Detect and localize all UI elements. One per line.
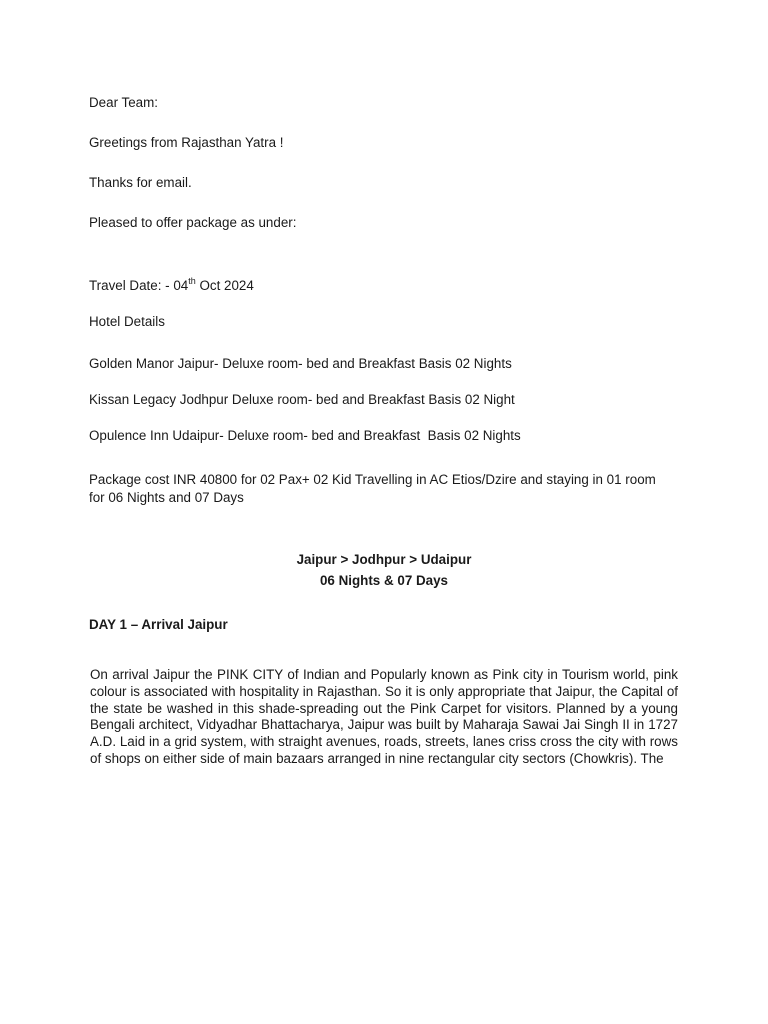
travel-date xyxy=(89,277,254,295)
hotel-details-heading: Hotel Details xyxy=(89,314,165,329)
day1-description: On arrival Jaipur the PINK CITY of Indian and Popularly known as Pink city in Tourism world, pink colour is associated with hospitality in Rajasthan. So it is only appropriate that Jaipur, the Capital of the state be washed in this shade-spreading out the Pink Carpet for visitors. Planned by a young Bengali architect, Vidyadhar Bhattacharya, Jaipur was built by Maharaja Sawai Jai Singh II in 1727 A.D. Laid in a grid system, with straight avenues, roads, streets, lanes criss cross the city with rows of shops on either side of main bazaars arranged in nine rectangular city sectors (Chowkris). The xyxy=(90,667,678,766)
offer-intro: Pleased to offer package as under: xyxy=(89,215,297,230)
thanks-line: Thanks for email. xyxy=(89,175,192,190)
itinerary-duration: 06 Nights & 07 Days xyxy=(319,573,448,588)
hotel-item-udaipur: Opulence Inn Udaipur- Deluxe room- bed and Breakfast Basis 02 Nights xyxy=(89,428,521,443)
greeting: Greetings from Rajasthan Yatra ! xyxy=(89,135,284,150)
salutation: Dear Team: xyxy=(89,95,158,110)
itinerary-route: Jaipur > Jodhpur > Udaipur xyxy=(296,552,472,567)
hotel-item-jaipur: Golden Manor Jaipur- Deluxe room- bed and Breakfast Basis 02 Nights xyxy=(89,356,512,371)
hotel-item-jodhpur: Kissan Legacy Jodhpur Deluxe room- bed and Breakfast Basis 02 Night xyxy=(89,392,515,407)
travel-date-prefix: Travel Date: - 04 xyxy=(89,278,189,293)
day1-title: DAY 1 – Arrival Jaipur xyxy=(89,617,228,632)
travel-date-ordinal: th xyxy=(188,275,196,286)
package-cost: Package cost INR 40800 for 02 Pax+ 02 Kid Travelling in AC Etios/Dzire and staying in 01 room for 06 Nights and 07 Days xyxy=(89,472,656,505)
travel-date-suffix: Oct 2024 xyxy=(195,278,254,293)
